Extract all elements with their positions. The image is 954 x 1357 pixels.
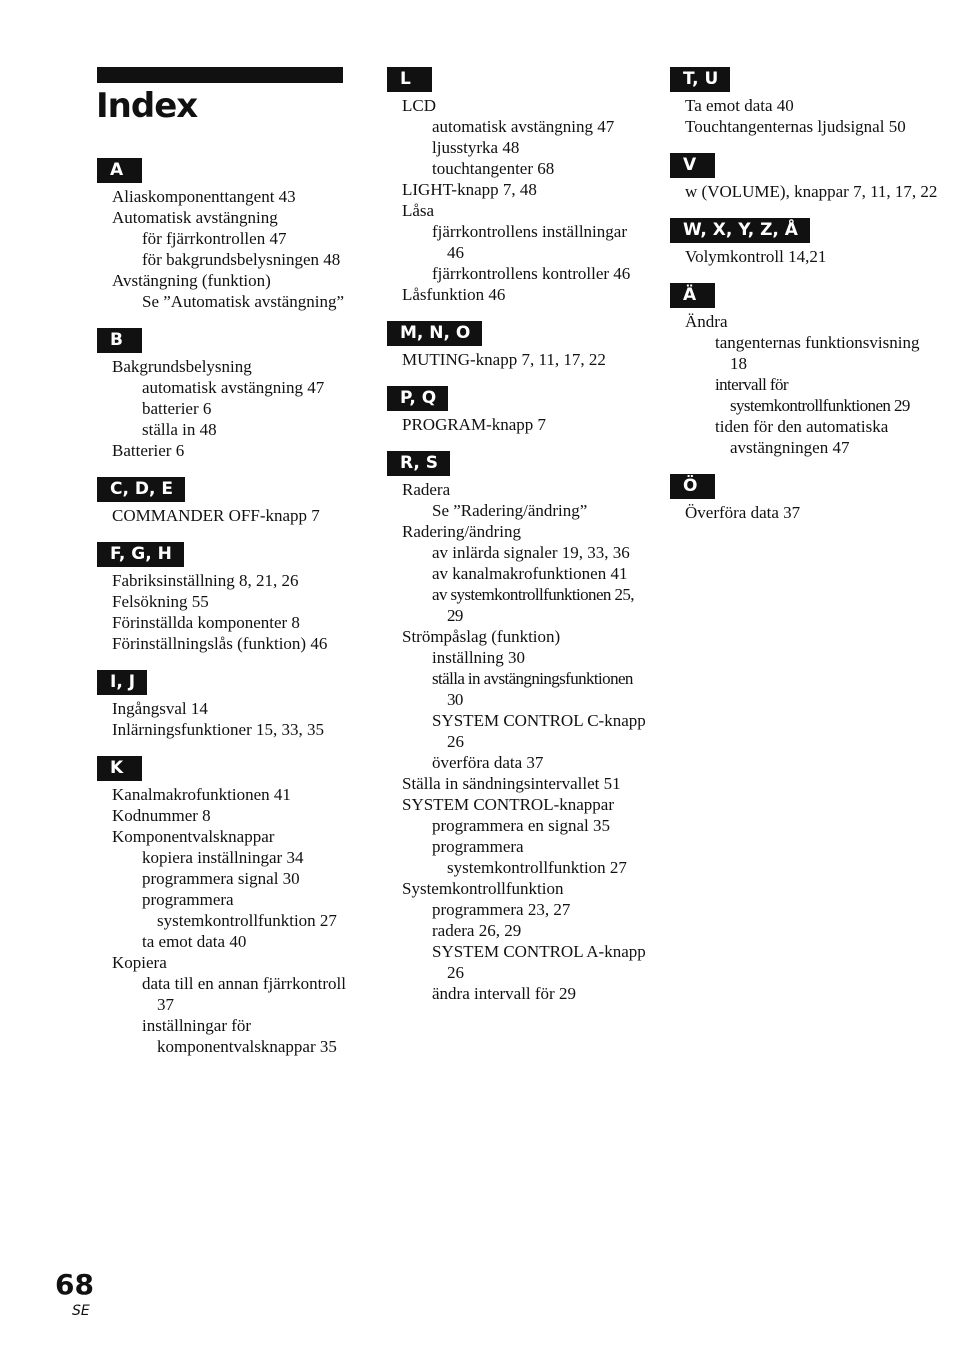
index-subentry: av systemkontrollfunktionen 25, 29 — [432, 585, 634, 625]
index-section — [387, 321, 647, 370]
index-section — [97, 542, 357, 654]
index-entry: Förinställda komponenter 8 — [112, 613, 300, 632]
index-entry-list — [670, 502, 940, 523]
index-entry-list — [97, 505, 357, 526]
index-subentry: automatisk avstängning 47 — [142, 378, 325, 397]
index-entry: Kodnummer 8 — [112, 806, 211, 825]
index-section — [670, 67, 940, 137]
index-subentry: ställa in 48 — [142, 420, 217, 439]
index-entry: Volymkontroll 14,21 — [685, 247, 827, 266]
index-entry: Radera — [402, 480, 451, 499]
index-subentry: SYSTEM CONTROL C-knapp 26 — [432, 711, 646, 751]
index-entry-list — [97, 784, 357, 1057]
index-section — [670, 474, 940, 523]
index-subentry: ljusstyrka 48 — [432, 138, 520, 157]
index-entry-list — [387, 414, 647, 435]
index-subentry: programmera systemkontrollfunktion 27 — [432, 837, 627, 877]
section-letter-heading: F, G, H — [97, 542, 184, 567]
section-letter-heading: B — [97, 328, 142, 353]
index-entry-list — [670, 95, 940, 137]
index-subentry: batterier 6 — [142, 399, 212, 418]
index-subentry: Se ”Automatisk avstängning” — [142, 292, 345, 311]
index-subentry: touchtangenter 68 — [432, 159, 555, 178]
index-entry: Fabriksinställning 8, 21, 26 — [112, 571, 299, 590]
index-subentry: programmera en signal 35 — [432, 816, 610, 835]
index-subentry: inställning 30 — [432, 648, 526, 667]
index-subentry: fjärrkontrollens inställningar 46 — [432, 222, 627, 262]
index-entry-list — [97, 186, 357, 312]
index-entry: Avstängning (funktion) — [112, 271, 271, 290]
index-subentry: fjärrkontrollens kontroller 46 — [432, 264, 631, 283]
index-entry: MUTING-knapp 7, 11, 17, 22 — [402, 350, 606, 369]
index-section — [670, 283, 940, 458]
index-entry: Systemkontrollfunktion — [402, 879, 564, 898]
section-letter-heading: W, X, Y, Z, Å — [670, 218, 810, 243]
index-entry: Låsfunktion 46 — [402, 285, 506, 304]
index-subentry: av kanalmakrofunktionen 41 — [432, 564, 628, 583]
index-entry: w (VOLUME), knappar 7, 11, 17, 22 — [685, 182, 938, 201]
index-section — [670, 153, 940, 202]
section-letter-heading: I, J — [97, 670, 147, 695]
section-letter-heading: A — [97, 158, 142, 183]
index-entry: Automatisk avstängning — [112, 208, 278, 227]
section-letter-heading: T, U — [670, 67, 730, 92]
section-letter-heading: Ä — [670, 283, 715, 308]
index-entry-list — [97, 356, 357, 461]
index-entry: Strömpåslag (funktion) — [402, 627, 561, 646]
index-subentry: för fjärrkontrollen 47 — [142, 229, 287, 248]
index-entry: Batterier 6 — [112, 441, 185, 460]
section-letter-heading: Ö — [670, 474, 715, 499]
index-entry: Touchtangenternas ljudsignal 50 — [685, 117, 906, 136]
section-letter-heading: L — [387, 67, 432, 92]
index-entry: Radering/ändring — [402, 522, 521, 541]
index-subentry: programmera 23, 27 — [432, 900, 571, 919]
index-section — [387, 67, 647, 305]
index-entry: Ställa in sändningsintervallet 51 — [402, 774, 621, 793]
index-subentry: kopiera inställningar 34 — [142, 848, 304, 867]
index-section — [670, 218, 940, 267]
index-entry: Felsökning 55 — [112, 592, 209, 611]
section-letter-heading: C, D, E — [97, 477, 185, 502]
index-subentry: tiden för den automatiska avstängningen 47 — [715, 417, 889, 457]
page-language: SE — [72, 1303, 90, 1319]
index-section — [97, 328, 357, 461]
index-entry: Överföra data 37 — [685, 503, 801, 522]
index-entry: Ingångsval 14 — [112, 699, 208, 718]
index-subentry: radera 26, 29 — [432, 921, 522, 940]
index-entry: PROGRAM-knapp 7 — [402, 415, 547, 434]
index-subentry: inställningar för komponentvalsknappar 35 — [142, 1016, 337, 1056]
index-entry: SYSTEM CONTROL-knappar — [402, 795, 615, 814]
index-entry: Låsa — [402, 201, 435, 220]
index-subentry: Se ”Radering/ändring” — [432, 501, 588, 520]
index-entry-list — [387, 95, 647, 305]
index-entry-list — [670, 311, 940, 458]
index-entry: Kopiera — [112, 953, 167, 972]
index-entry: Förinställningslås (funktion) 46 — [112, 634, 328, 653]
index-entry: Bakgrundsbelysning — [112, 357, 252, 376]
index-subentry: ta emot data 40 — [142, 932, 247, 951]
index-column-1 — [97, 158, 357, 1073]
index-column-2 — [387, 67, 647, 1020]
index-subentry: ställa in avstängningsfunktionen 30 — [432, 669, 633, 709]
index-column-3 — [670, 67, 940, 539]
index-entry: LIGHT-knapp 7, 48 — [402, 180, 537, 199]
index-subentry: tangenternas funktionsvisning 18 — [715, 333, 920, 373]
index-entry: Aliaskomponenttangent 43 — [112, 187, 296, 206]
index-entry: COMMANDER OFF-knapp 7 — [112, 506, 320, 525]
page-title: Index — [96, 86, 198, 126]
index-subentry: automatisk avstängning 47 — [432, 117, 615, 136]
section-letter-heading: V — [670, 153, 715, 178]
index-entry-list — [387, 349, 647, 370]
section-letter-heading: K — [97, 756, 142, 781]
index-subentry: data till en annan fjärrkontroll 37 — [142, 974, 346, 1014]
index-subentry: programmera signal 30 — [142, 869, 300, 888]
index-section — [387, 386, 647, 435]
index-section — [97, 670, 357, 740]
index-entry: LCD — [402, 96, 436, 115]
section-letter-heading: R, S — [387, 451, 450, 476]
index-section — [387, 451, 647, 1004]
index-entry-list — [387, 479, 647, 1004]
index-subentry: SYSTEM CONTROL A-knapp 26 — [432, 942, 646, 982]
section-letter-heading: M, N, O — [387, 321, 482, 346]
index-section — [97, 158, 357, 312]
index-entry: Ta emot data 40 — [685, 96, 794, 115]
index-entry: Inlärningsfunktioner 15, 33, 35 — [112, 720, 324, 739]
index-entry-list — [97, 570, 357, 654]
index-entry: Kanalmakrofunktionen 41 — [112, 785, 291, 804]
title-rule — [97, 67, 343, 83]
index-subentry: intervall för systemkontrollfunktionen 29 — [715, 375, 910, 415]
index-section — [97, 756, 357, 1057]
section-letter-heading: P, Q — [387, 386, 448, 411]
index-entry-list — [670, 246, 940, 267]
index-subentry: överföra data 37 — [432, 753, 544, 772]
index-entry: Ändra — [685, 312, 728, 331]
index-entry-list — [670, 181, 940, 202]
index-entry: Komponentvalsknappar — [112, 827, 275, 846]
page-number: 68 — [55, 1268, 94, 1301]
index-entry-list — [97, 698, 357, 740]
index-section — [97, 477, 357, 526]
index-subentry: för bakgrundsbelysningen 48 — [142, 250, 341, 269]
index-subentry: programmera systemkontrollfunktion 27 — [142, 890, 337, 930]
index-subentry: av inlärda signaler 19, 33, 36 — [432, 543, 630, 562]
index-subentry: ändra intervall för 29 — [432, 984, 576, 1003]
